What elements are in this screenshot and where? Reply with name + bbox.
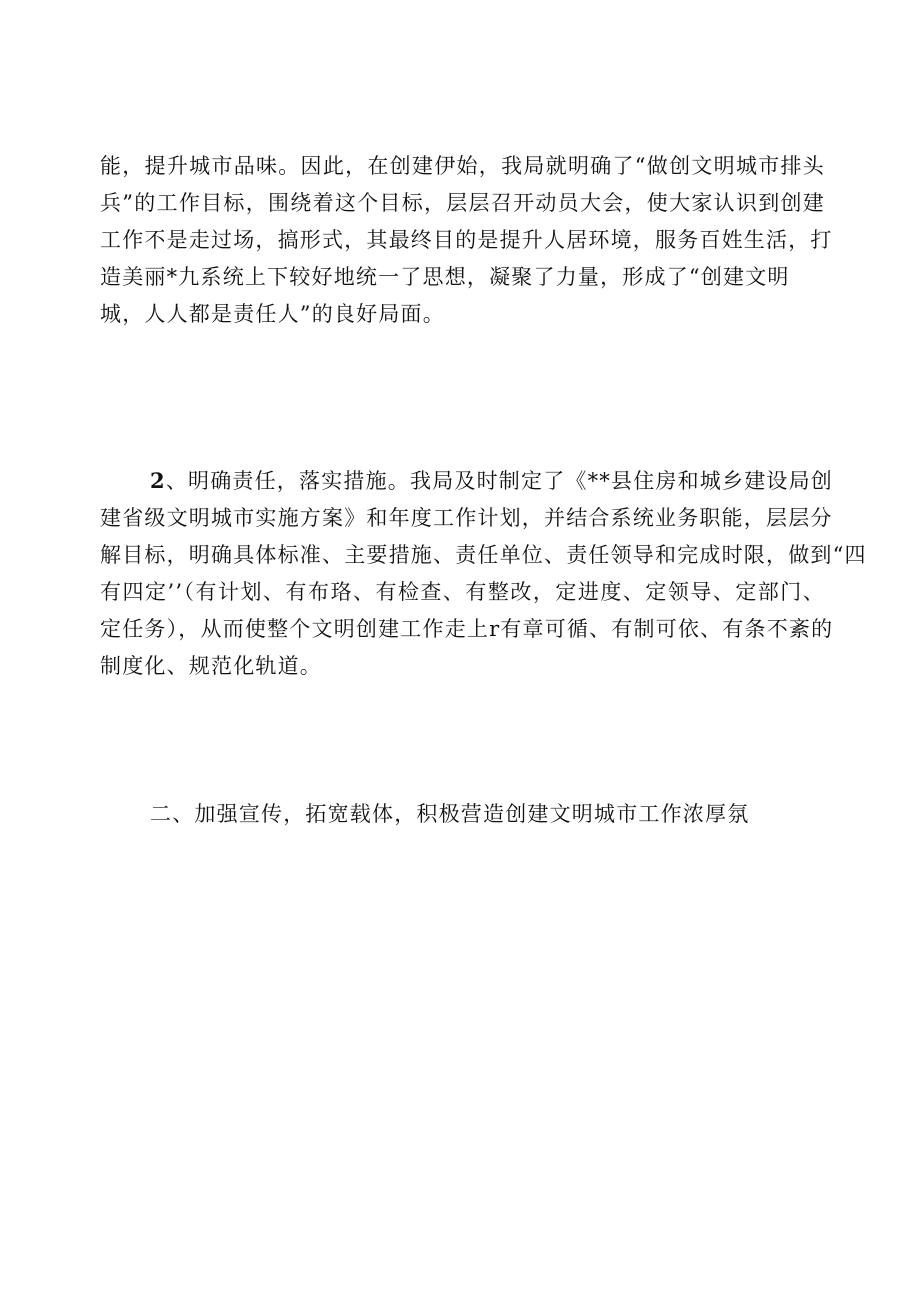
paragraph-intro-continued — [100, 148, 833, 333]
section-heading-2 — [100, 796, 825, 833]
text-line: 制度化、规范化轨道。 — [100, 654, 322, 678]
text-line: 有四定’’（有计划、有布珞、有检查、有整改，定进度、定领导、定部门、 — [100, 580, 825, 604]
text-line: 解目标，明确具体标准、主要措施、责任单位、责任领导和完成时限，做到“四 — [100, 543, 867, 567]
paragraph-item-2 — [100, 462, 867, 685]
text-line-content: 、明确责任，落实措施。我局及时制定了《**县住房和城乡建设局创 — [165, 469, 834, 493]
text-line — [100, 462, 834, 500]
item-number: 2 — [150, 468, 166, 493]
text-line: 建省级文明城市实施方案》和年度工作计划，并结合系统业务职能，层层分 — [100, 506, 833, 530]
text-line: 城，人人都是责任人”的良好局面。 — [100, 302, 445, 326]
text-line: 造美丽*九系统上下较好地统一了思想，凝聚了力量，形成了“创建文明 — [100, 265, 790, 289]
heading-text: 二、加强宣传，拓宽载体，积极营造创建文明城市工作浓厚氛 — [150, 802, 750, 826]
text-line: 能，提升城市品味。因此，在创建伊始，我局就明确了“做创文明城市排头 — [100, 154, 825, 178]
text-line: 兵”的工作目标，围绕着这个目标，层层召开动员大会，使大家认识到创建 — [100, 191, 825, 215]
text-line: 定任务），从而使整个文明创建工作走上r有章可循、有制可依、有条不紊的 — [100, 617, 834, 641]
text-line: 工作不是走过场，搞形式，其最终目的是提升人居环境，服务百姓生活，打 — [100, 228, 833, 252]
